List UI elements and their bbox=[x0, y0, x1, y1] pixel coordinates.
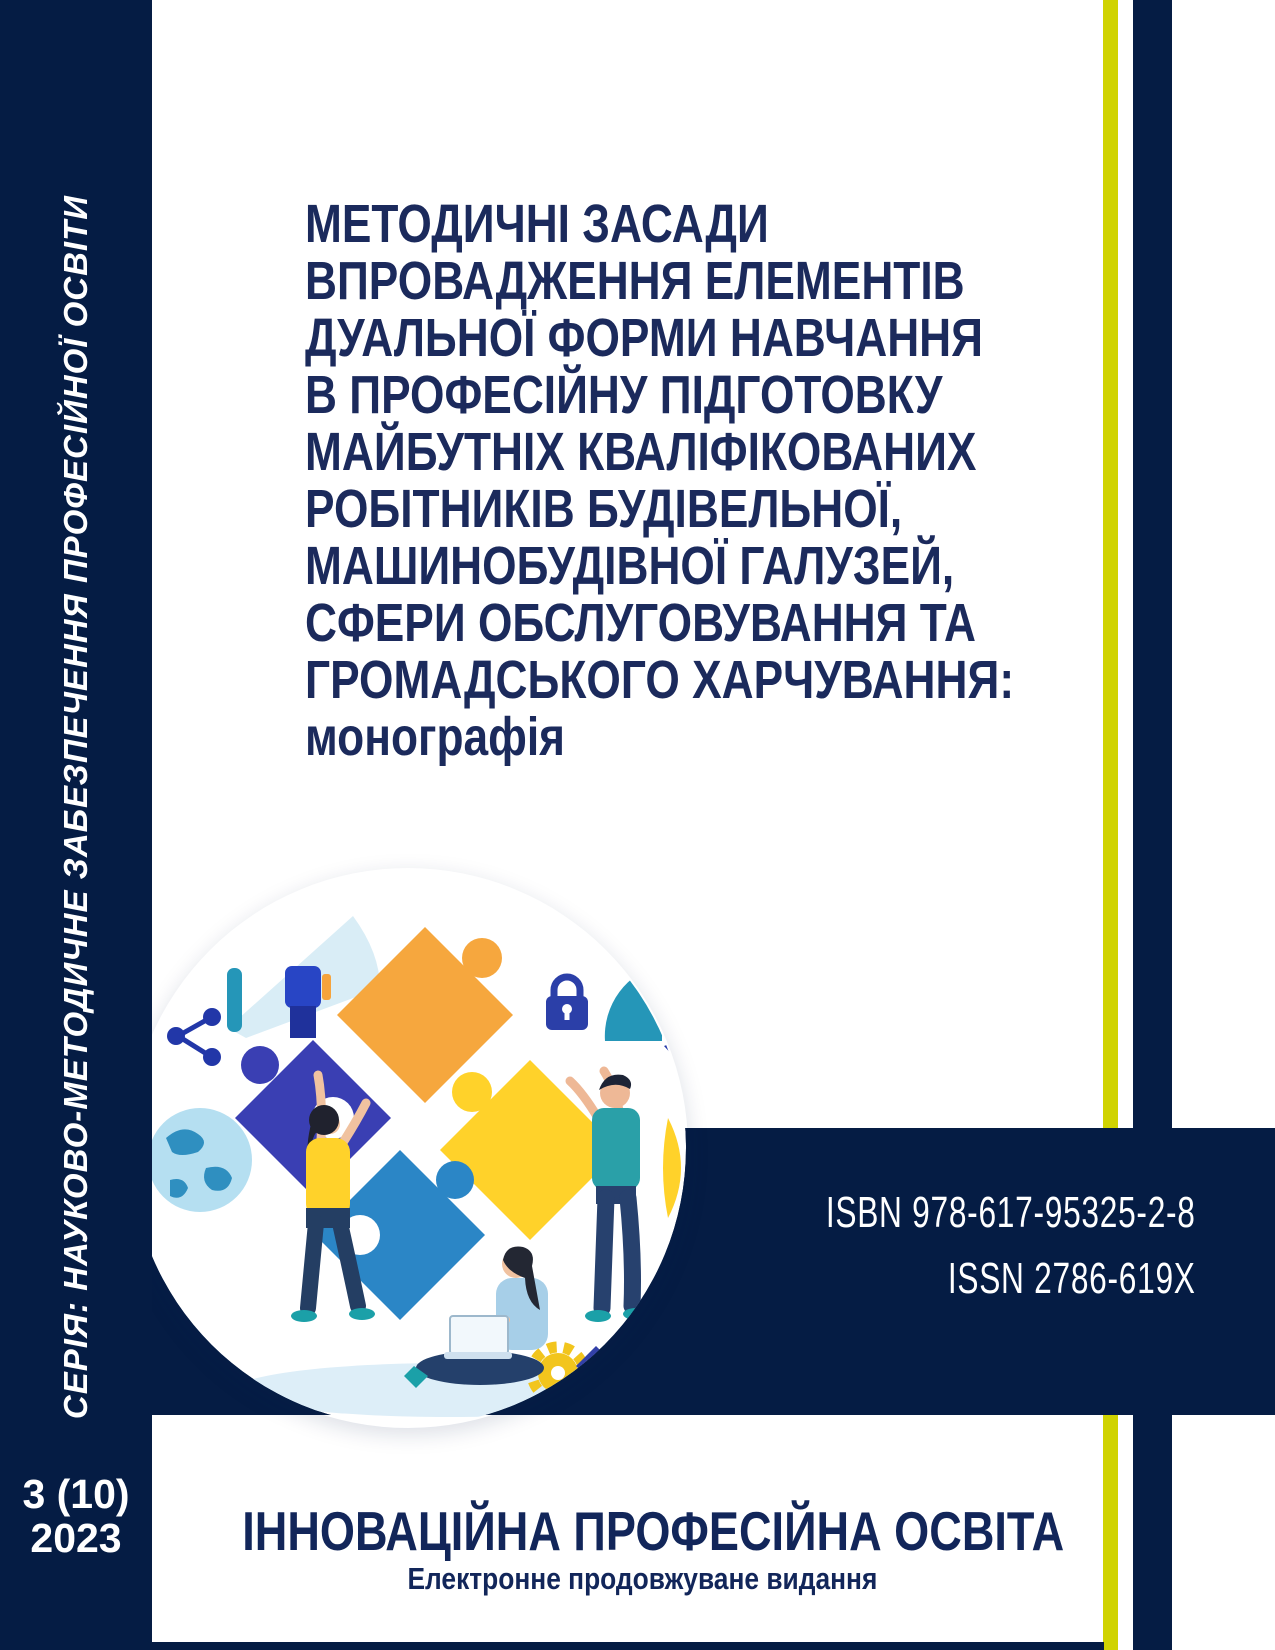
page-title bbox=[305, 194, 1015, 767]
title-line: ГРОМАДСЬКОГО ХАРЧУВАННЯ: bbox=[305, 650, 1015, 710]
issn-value: ISSN 2786-619X bbox=[948, 1254, 1196, 1303]
sidebar bbox=[0, 0, 152, 1650]
issue-block bbox=[0, 1472, 152, 1560]
title-line: В ПРОФЕСІЙНУ ПІДГОТОВКУ bbox=[305, 365, 943, 425]
journal-title: ІННОВАЦІЙНА ПРОФЕСІЙНА ОСВІТА bbox=[242, 1500, 1065, 1562]
title-line: МЕТОДИЧНІ ЗАСАДИ bbox=[305, 194, 769, 254]
journal-title-wrap bbox=[152, 1500, 1133, 1562]
series-label: СЕРІЯ: НАУКОВО-МЕТОДИЧНЕ ЗАБЕЗПЕЧЕННЯ ПРОФЕСІЙНОЇ ОСВІТИ bbox=[57, 195, 94, 1420]
cover-illustration bbox=[128, 868, 688, 1428]
title-line: СФЕРИ ОБСЛУГОВУВАННЯ ТА bbox=[305, 593, 977, 653]
title-line: РОБІТНИКІВ БУДІВЕЛЬНОЇ, bbox=[305, 479, 903, 539]
footer-bar bbox=[0, 1642, 1104, 1650]
title-line: ДУАЛЬНОЇ ФОРМИ НАВЧАННЯ bbox=[305, 308, 983, 368]
issue-year: 2023 bbox=[30, 1515, 122, 1561]
title-line: МАЙБУТНІХ КВАЛІФІКОВАНИХ bbox=[305, 422, 977, 482]
title-line: ВПРОВАДЖЕННЯ ЕЛЕМЕНТІВ bbox=[305, 251, 965, 311]
laptop-icon bbox=[444, 1316, 512, 1359]
issue-number: 3 (10) bbox=[22, 1471, 130, 1517]
globe-icon bbox=[148, 1108, 252, 1212]
journal-subtitle-wrap bbox=[152, 1562, 1133, 1596]
series-label-wrap bbox=[0, 195, 152, 1420]
title-line: монографія bbox=[305, 707, 566, 767]
journal-subtitle: Електронне продовжуване видання bbox=[407, 1561, 878, 1596]
isbn-value: ISBN 978-617-95325-2-8 bbox=[826, 1188, 1196, 1237]
title-line: МАШИНОБУДІВНОЇ ГАЛУЗЕЙ, bbox=[305, 536, 955, 596]
